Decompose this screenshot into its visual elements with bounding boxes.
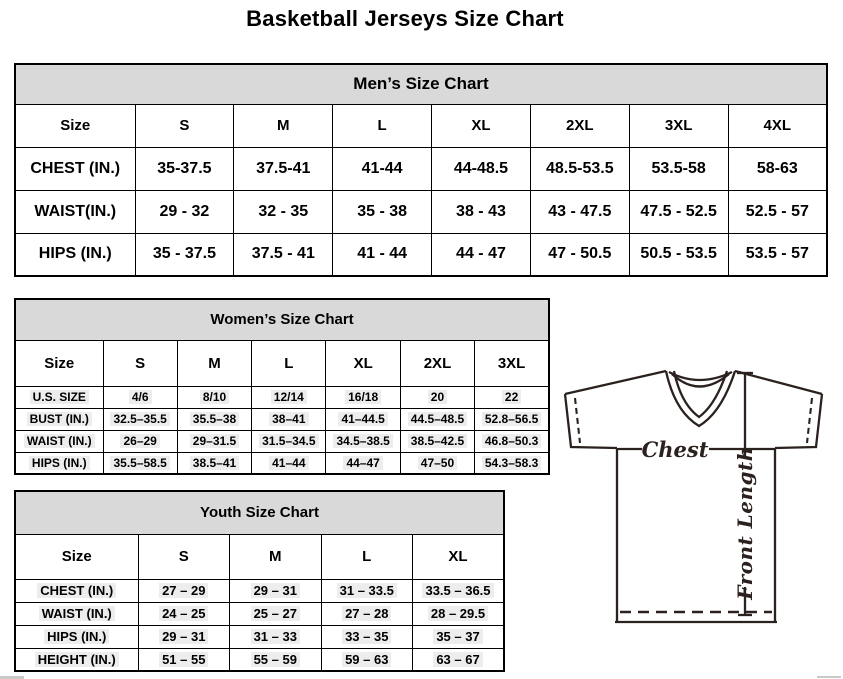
size-range-cell: 35-37.5 — [135, 147, 234, 190]
jersey-right-sleeve-outline — [775, 394, 822, 448]
size-range-cell: 32.5–35.5 — [103, 408, 177, 430]
jersey-right-shoulder-line — [735, 371, 822, 394]
column-header-cell: M — [177, 340, 251, 386]
size-range-cell: 41-44 — [333, 147, 432, 190]
column-header-cell: 3XL — [475, 340, 549, 386]
jersey-left-sleeve-seam-dashed — [575, 398, 580, 443]
size-range-cell: 41 - 44 — [333, 233, 432, 276]
size-range-cell: 38.5–41 — [177, 452, 251, 474]
size-range-cell: 29 – 31 — [138, 625, 230, 648]
size-range-cell: 22 — [475, 386, 549, 408]
column-header-cell: M — [234, 104, 333, 147]
table-title-band: Youth Size Chart — [15, 491, 504, 534]
jersey-left-sleeve-outline — [565, 394, 617, 448]
size-range-cell: 47–50 — [400, 452, 474, 474]
measurement-row-label: HIPS (IN.) — [15, 625, 138, 648]
size-range-cell: 44.5–48.5 — [400, 408, 474, 430]
size-range-cell: 28 – 29.5 — [413, 602, 505, 625]
size-range-cell: 29 – 31 — [230, 579, 322, 602]
size-range-cell: 58-63 — [728, 147, 827, 190]
front-length-label: Front Length — [733, 446, 757, 600]
size-range-cell: 26–29 — [103, 430, 177, 452]
column-header-cell: L — [321, 534, 413, 579]
size-range-cell: 55 – 59 — [230, 648, 322, 671]
size-range-cell: 33.5 – 36.5 — [413, 579, 505, 602]
measurement-row-label: WAIST (IN.) — [15, 430, 103, 452]
size-range-cell: 47.5 - 52.5 — [629, 190, 728, 233]
size-range-cell: 34.5–38.5 — [326, 430, 400, 452]
size-range-cell: 16/18 — [326, 386, 400, 408]
size-range-cell: 35.5–58.5 — [103, 452, 177, 474]
jersey-left-shoulder-line — [565, 371, 666, 394]
size-range-cell: 41–44.5 — [326, 408, 400, 430]
size-range-cell: 38–41 — [252, 408, 326, 430]
column-header-cell: 2XL — [530, 104, 629, 147]
size-range-cell: 27 – 28 — [321, 602, 413, 625]
size-range-cell: 4/6 — [103, 386, 177, 408]
size-range-cell: 44-48.5 — [432, 147, 531, 190]
table-title-band: Women’s Size Chart — [15, 299, 549, 340]
size-range-cell: 37.5 - 41 — [234, 233, 333, 276]
size-range-cell: 29 - 32 — [135, 190, 234, 233]
size-range-cell: 31 – 33.5 — [321, 579, 413, 602]
column-header-cell: S — [103, 340, 177, 386]
size-range-cell: 59 – 63 — [321, 648, 413, 671]
size-range-cell: 31.5–34.5 — [252, 430, 326, 452]
size-range-cell: 44 - 47 — [432, 233, 531, 276]
measurement-row-label: U.S. SIZE — [15, 386, 103, 408]
measurement-row-label: CHEST (IN.) — [15, 147, 135, 190]
jersey-right-sleeve-seam-dashed — [807, 398, 812, 443]
womens-size-chart-table — [14, 298, 550, 475]
men-table — [14, 63, 828, 277]
size-range-cell: 48.5-53.5 — [530, 147, 629, 190]
size-range-cell: 63 – 67 — [413, 648, 505, 671]
youth-table — [14, 490, 505, 672]
mens-size-chart-table — [14, 63, 828, 277]
measurement-row-label: WAIST (IN.) — [15, 602, 138, 625]
chest-label: Chest — [641, 437, 709, 462]
size-range-cell: 32 - 35 — [234, 190, 333, 233]
size-range-cell: 53.5 - 57 — [728, 233, 827, 276]
size-range-cell: 52.8–56.5 — [475, 408, 549, 430]
measurement-row-label: HEIGHT (IN.) — [15, 648, 138, 671]
column-header-cell: L — [252, 340, 326, 386]
size-range-cell: 52.5 - 57 — [728, 190, 827, 233]
size-range-cell: 35 – 37 — [413, 625, 505, 648]
size-range-cell: 47 - 50.5 — [530, 233, 629, 276]
size-range-cell: 38.5–42.5 — [400, 430, 474, 452]
size-range-cell: 24 – 25 — [138, 602, 230, 625]
size-range-cell: 35.5–38 — [177, 408, 251, 430]
size-range-cell: 43 - 47.5 — [530, 190, 629, 233]
size-range-cell: 54.3–58.3 — [475, 452, 549, 474]
women-table — [14, 298, 550, 475]
column-header-cell: XL — [413, 534, 505, 579]
size-range-cell: 35 - 38 — [333, 190, 432, 233]
size-range-cell: 31 – 33 — [230, 625, 322, 648]
youth-size-chart-table — [14, 490, 505, 672]
size-range-cell: 38 - 43 — [432, 190, 531, 233]
measurement-row-label: CHEST (IN.) — [15, 579, 138, 602]
size-range-cell: 20 — [400, 386, 474, 408]
column-header-cell: 3XL — [629, 104, 728, 147]
size-range-cell: 35 - 37.5 — [135, 233, 234, 276]
column-header-cell: Size — [15, 340, 103, 386]
column-header-cell: S — [138, 534, 230, 579]
table-title-band: Men’s Size Chart — [15, 64, 827, 104]
measurement-row-label: BUST (IN.) — [15, 408, 103, 430]
size-range-cell: 53.5-58 — [629, 147, 728, 190]
measurement-row-label: HIPS (IN.) — [15, 452, 103, 474]
column-header-cell: XL — [432, 104, 531, 147]
size-range-cell: 33 – 35 — [321, 625, 413, 648]
size-range-cell: 25 – 27 — [230, 602, 322, 625]
size-range-cell: 29–31.5 — [177, 430, 251, 452]
column-header-cell: XL — [326, 340, 400, 386]
size-range-cell: 44–47 — [326, 452, 400, 474]
column-header-cell: Size — [15, 534, 138, 579]
size-range-cell: 50.5 - 53.5 — [629, 233, 728, 276]
column-header-cell: 2XL — [400, 340, 474, 386]
size-range-cell: 41–44 — [252, 452, 326, 474]
jersey-measurement-diagram — [558, 362, 841, 645]
column-header-cell: S — [135, 104, 234, 147]
size-range-cell: 51 – 55 — [138, 648, 230, 671]
column-header-cell: Size — [15, 104, 135, 147]
size-range-cell: 46.8–50.3 — [475, 430, 549, 452]
measurement-row-label: HIPS (IN.) — [15, 233, 135, 276]
size-range-cell: 27 – 29 — [138, 579, 230, 602]
size-range-cell: 12/14 — [252, 386, 326, 408]
size-range-cell: 37.5-41 — [234, 147, 333, 190]
page-title: Basketball Jerseys Size Chart — [246, 6, 564, 31]
size-range-cell: 8/10 — [177, 386, 251, 408]
measurement-row-label: WAIST(IN.) — [15, 190, 135, 233]
bottom-right-page-fragment — [817, 676, 841, 678]
column-header-cell: M — [230, 534, 322, 579]
column-header-cell: 4XL — [728, 104, 827, 147]
column-header-cell: L — [333, 104, 432, 147]
